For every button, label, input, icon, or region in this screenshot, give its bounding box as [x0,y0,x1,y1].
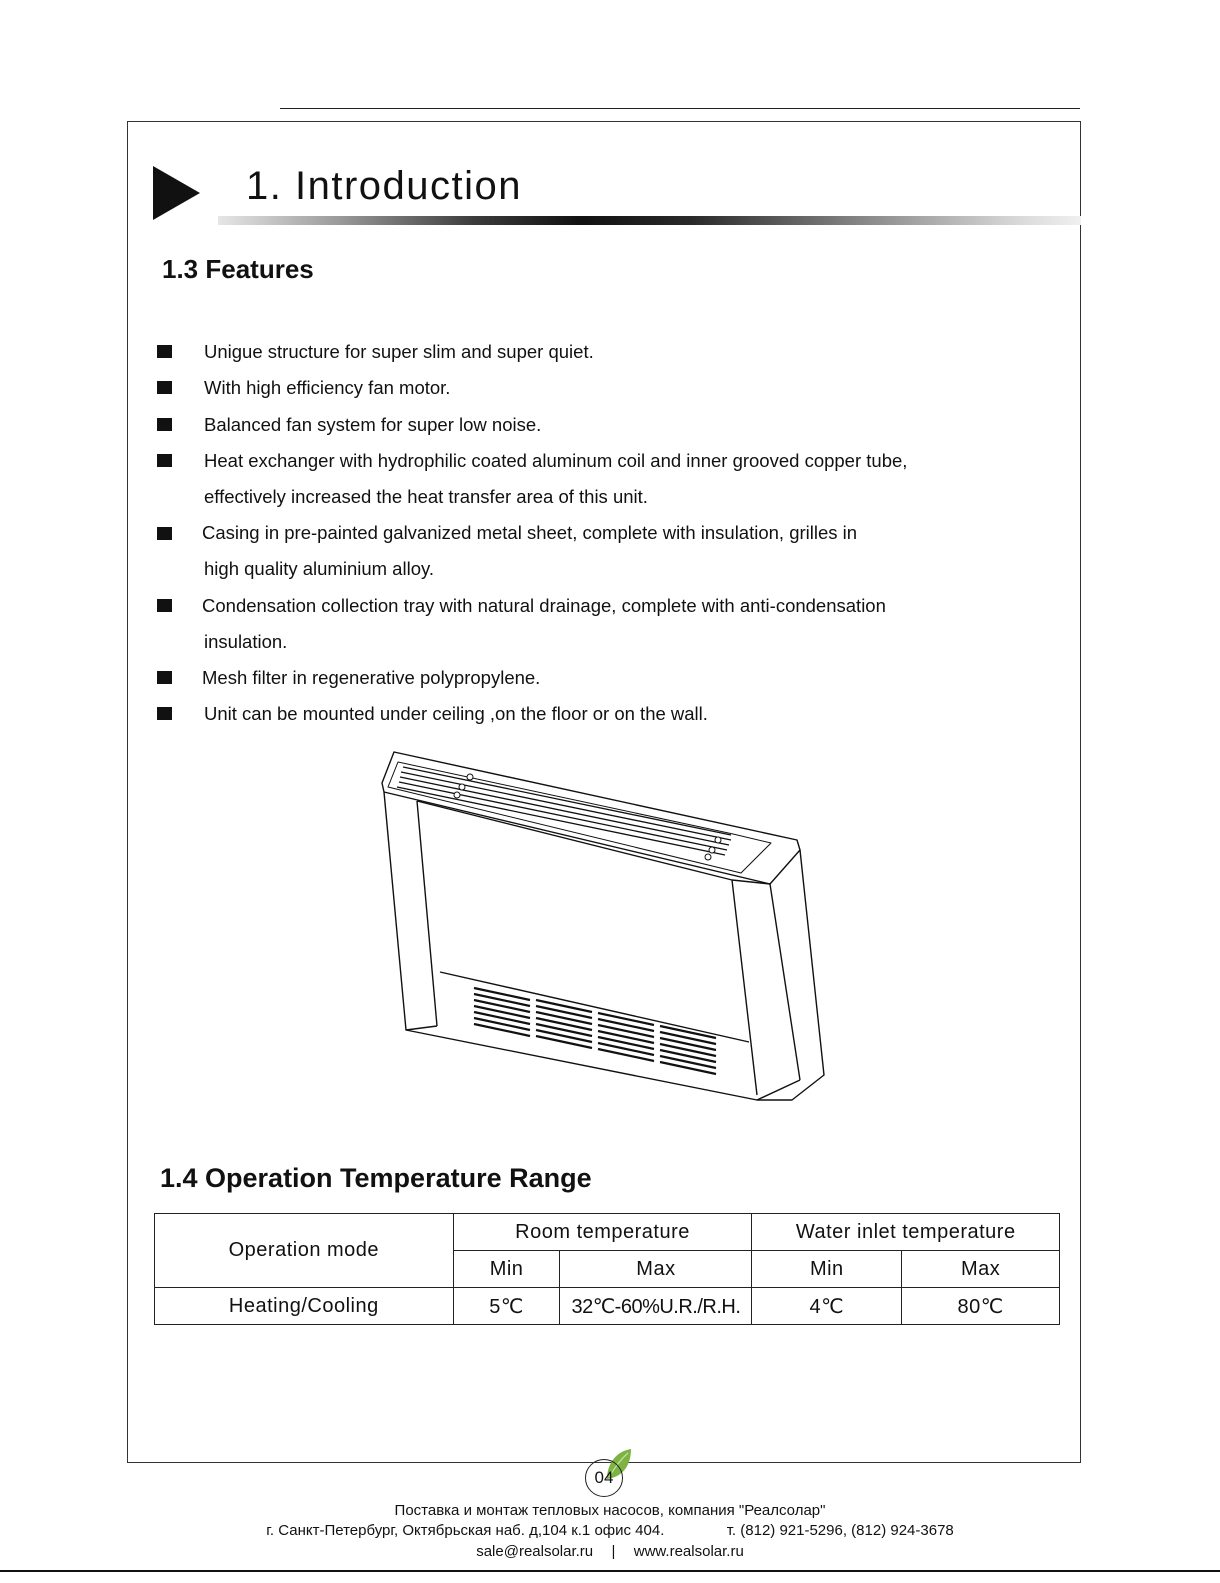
header-operation-mode: Operation mode [155,1214,454,1288]
square-bullet-icon [157,707,172,720]
table-header-row [155,1214,1060,1251]
page-number: 04 [585,1459,623,1497]
footer-address: г. Санкт-Петербург, Октябрьская наб. д,104 к.1 офис 404. [266,1522,665,1539]
header-water-inlet-temperature: Water inlet temperature [752,1214,1060,1251]
footer-website[interactable]: www.realsolar.ru [633,1543,744,1560]
bottom-rule [0,1570,1220,1572]
feature-line: Heat exchanger with hydrophilic coated aluminum coil and inner grooved copper tube, [204,450,908,471]
operation-temperature-table [154,1213,1060,1325]
cell-mode: Heating/Cooling [155,1288,454,1325]
header-water-min: Min [752,1251,902,1288]
square-bullet-icon [157,381,172,394]
feature-line: Casing in pre-painted galvanized metal sheet, complete with insulation, grilles in [202,522,858,543]
header-rule [280,108,1080,109]
square-bullet-icon [157,345,172,358]
feature-line: Mesh filter in regenerative polypropylene. [202,667,541,688]
feature-line: Unit can be mounted under ceiling ,on the floor or on the wall. [204,703,708,724]
footer-contact-line [0,1522,1220,1539]
chapter-title: 1. Introduction [246,164,522,208]
section-features-title: 1.3 Features [162,254,314,284]
fan-coil-unit-illustration [375,745,835,1110]
section-temperature-title: 1.4 Operation Temperature Range [160,1163,592,1193]
square-bullet-icon [157,454,172,467]
footer-separator: | [611,1543,616,1560]
feature-line: insulation. [204,631,288,652]
header-room-max: Max [560,1251,752,1288]
cell-water-min: 4℃ [752,1288,902,1325]
square-bullet-icon [157,527,172,540]
square-bullet-icon [157,671,172,684]
footer-company-line: Поставка и монтаж тепловых насосов, компания "Реалсолар" [394,1502,826,1519]
footer-web-line [0,1543,1220,1560]
feature-line: Balanced fan system for super low noise. [204,414,542,435]
cell-water-max: 80℃ [902,1288,1060,1325]
square-bullet-icon [157,599,172,612]
play-arrow-icon [153,166,200,220]
feature-line: Unigue structure for super slim and super quiet. [204,341,594,362]
cell-room-max: 32℃-60%U.R./R.H. [560,1288,752,1325]
header-room-temperature: Room temperature [453,1214,752,1251]
footer-phones: т. (812) 921-5296, (812) 924-3678 [726,1522,954,1539]
title-underline-bar [218,216,1081,225]
feature-line: Condensation collection tray with natural drainage, complete with anti-condensation [202,595,886,616]
footer-email[interactable]: sale@realsolar.ru [476,1543,594,1560]
table-row [155,1288,1060,1325]
feature-line: effectively increased the heat transfer area of this unit. [204,486,648,507]
square-bullet-icon [157,418,172,431]
cell-room-min: 5℃ [453,1288,560,1325]
feature-line: high quality aluminium alloy. [204,558,434,579]
header-room-min: Min [453,1251,560,1288]
feature-line: With high efficiency fan motor. [204,377,451,398]
header-water-max: Max [902,1251,1060,1288]
